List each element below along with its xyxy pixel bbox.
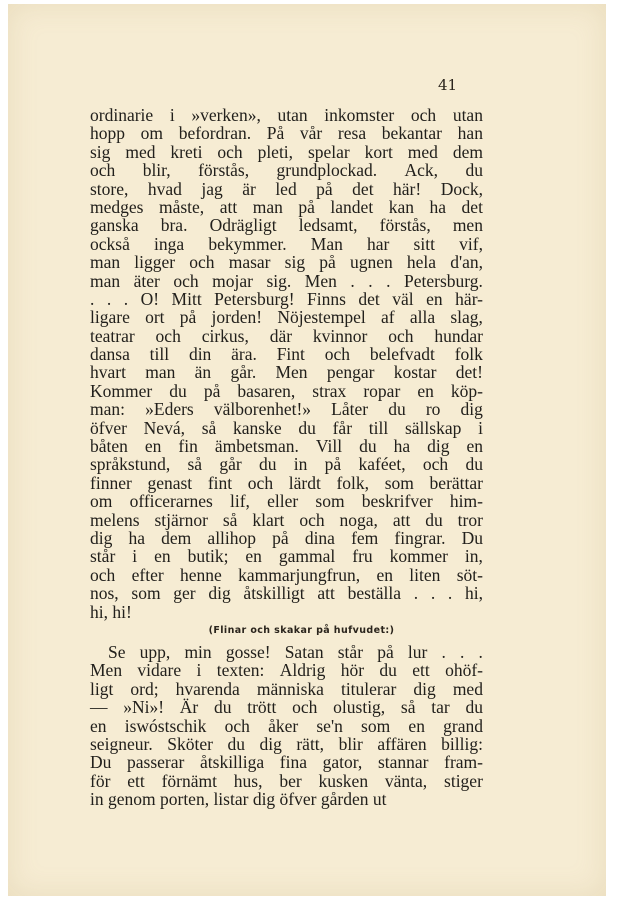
text-line: Men vidare i texten: Aldrig hör du ett ohöf- <box>90 660 483 681</box>
text-line: ganska bra. Odrägligt ledsamt, förstås, men <box>90 215 483 236</box>
text-line: man äter och mojar sig. Men . . . Petersburg. <box>90 270 483 291</box>
text-line: språkstund, så går du in på kaféet, och du <box>90 454 483 475</box>
text-line: . . . O! Mitt Petersburg! Finns det väl en här- <box>90 288 483 309</box>
text-line: hi, hi! <box>90 601 132 622</box>
paragraph-2 <box>90 643 483 809</box>
stage-direction: (Flinar och skakar på hufvudet:) <box>208 624 395 636</box>
text-line: öfver Nevá, så kanske du får till sällskap i <box>90 417 483 438</box>
text-line: också inga bekymmer. Man har sitt vif, <box>90 233 483 254</box>
text-line: in genom porten, listar dig öfver gården ut <box>90 789 387 810</box>
text-line: — »Ni»! Är du trött och olustig, så tar du <box>90 697 483 718</box>
text-line: man: »Eders välborenhet!» Låter du ro dig <box>90 399 483 420</box>
text-line: dansa till din ära. Fint och belefvadt folk <box>90 344 483 365</box>
text-line: finner genast fint och lärdt folk, som berättar <box>90 472 483 493</box>
text-line: nos, som ger dig åtskilligt att beställa . . . hi, <box>90 583 483 604</box>
text-line: melens stjärnor så klart och noga, att du tror <box>90 509 483 530</box>
text-line: hopp om befordran. På vår resa bekantar han <box>90 123 483 144</box>
text-line: Du passerar åtskilliga fina gator, stannar fram- <box>90 752 483 773</box>
body-text <box>90 106 483 808</box>
paragraph-1 <box>90 106 483 621</box>
text-line: ligare ort på jorden! Nöjestempel af alla slag, <box>90 307 483 328</box>
text-line: sig med kreti och pleti, spelar kort med dem <box>90 141 483 162</box>
text-line: om officerarnes lif, eller som beskrifver him- <box>90 491 483 512</box>
page-number: 41 <box>438 76 458 94</box>
text-line: och efter henne kammarjungfrun, en liten söt- <box>90 564 483 585</box>
text-line: en iswóstschik och åker se'n som en grand <box>90 715 483 736</box>
text-line: seigneur. Sköter du dig rätt, blir affären billig: <box>90 733 483 754</box>
text-line: dig ha dem allihop på dina fem fingrar. Du <box>90 527 483 548</box>
text-line: medges måste, att man på landet kan ha det <box>90 196 483 217</box>
text-line: Se upp, min gosse! Satan står på lur . . . <box>108 641 483 662</box>
text-line: ordinarie i »verken», utan inkomster och utan <box>90 105 483 125</box>
text-line: och blir, förstås, grundplockad. Ack, du <box>90 160 483 181</box>
text-line: står i en butik; en gammal fru kommer in, <box>90 546 483 567</box>
book-page <box>8 4 606 896</box>
text-line: store, hvad jag är led på det här! Dock, <box>90 178 483 199</box>
text-line: för ett förnämt hus, ber kusken vänta, stiger <box>90 770 483 791</box>
text-line: teatrar och cirkus, där kvinnor och hundar <box>90 325 483 346</box>
text-line: man ligger och masar sig på ugnen hela d'an, <box>90 252 483 273</box>
text-line: ligt ord; hvarenda människa titulerar dig med <box>90 678 483 699</box>
text-line: båten en fin ämbetsman. Vill du ha dig en <box>90 436 483 457</box>
text-line: Kommer du på basaren, strax ropar en köp- <box>90 380 483 401</box>
text-line: hvart man än går. Men pengar kostar det! <box>90 362 483 383</box>
